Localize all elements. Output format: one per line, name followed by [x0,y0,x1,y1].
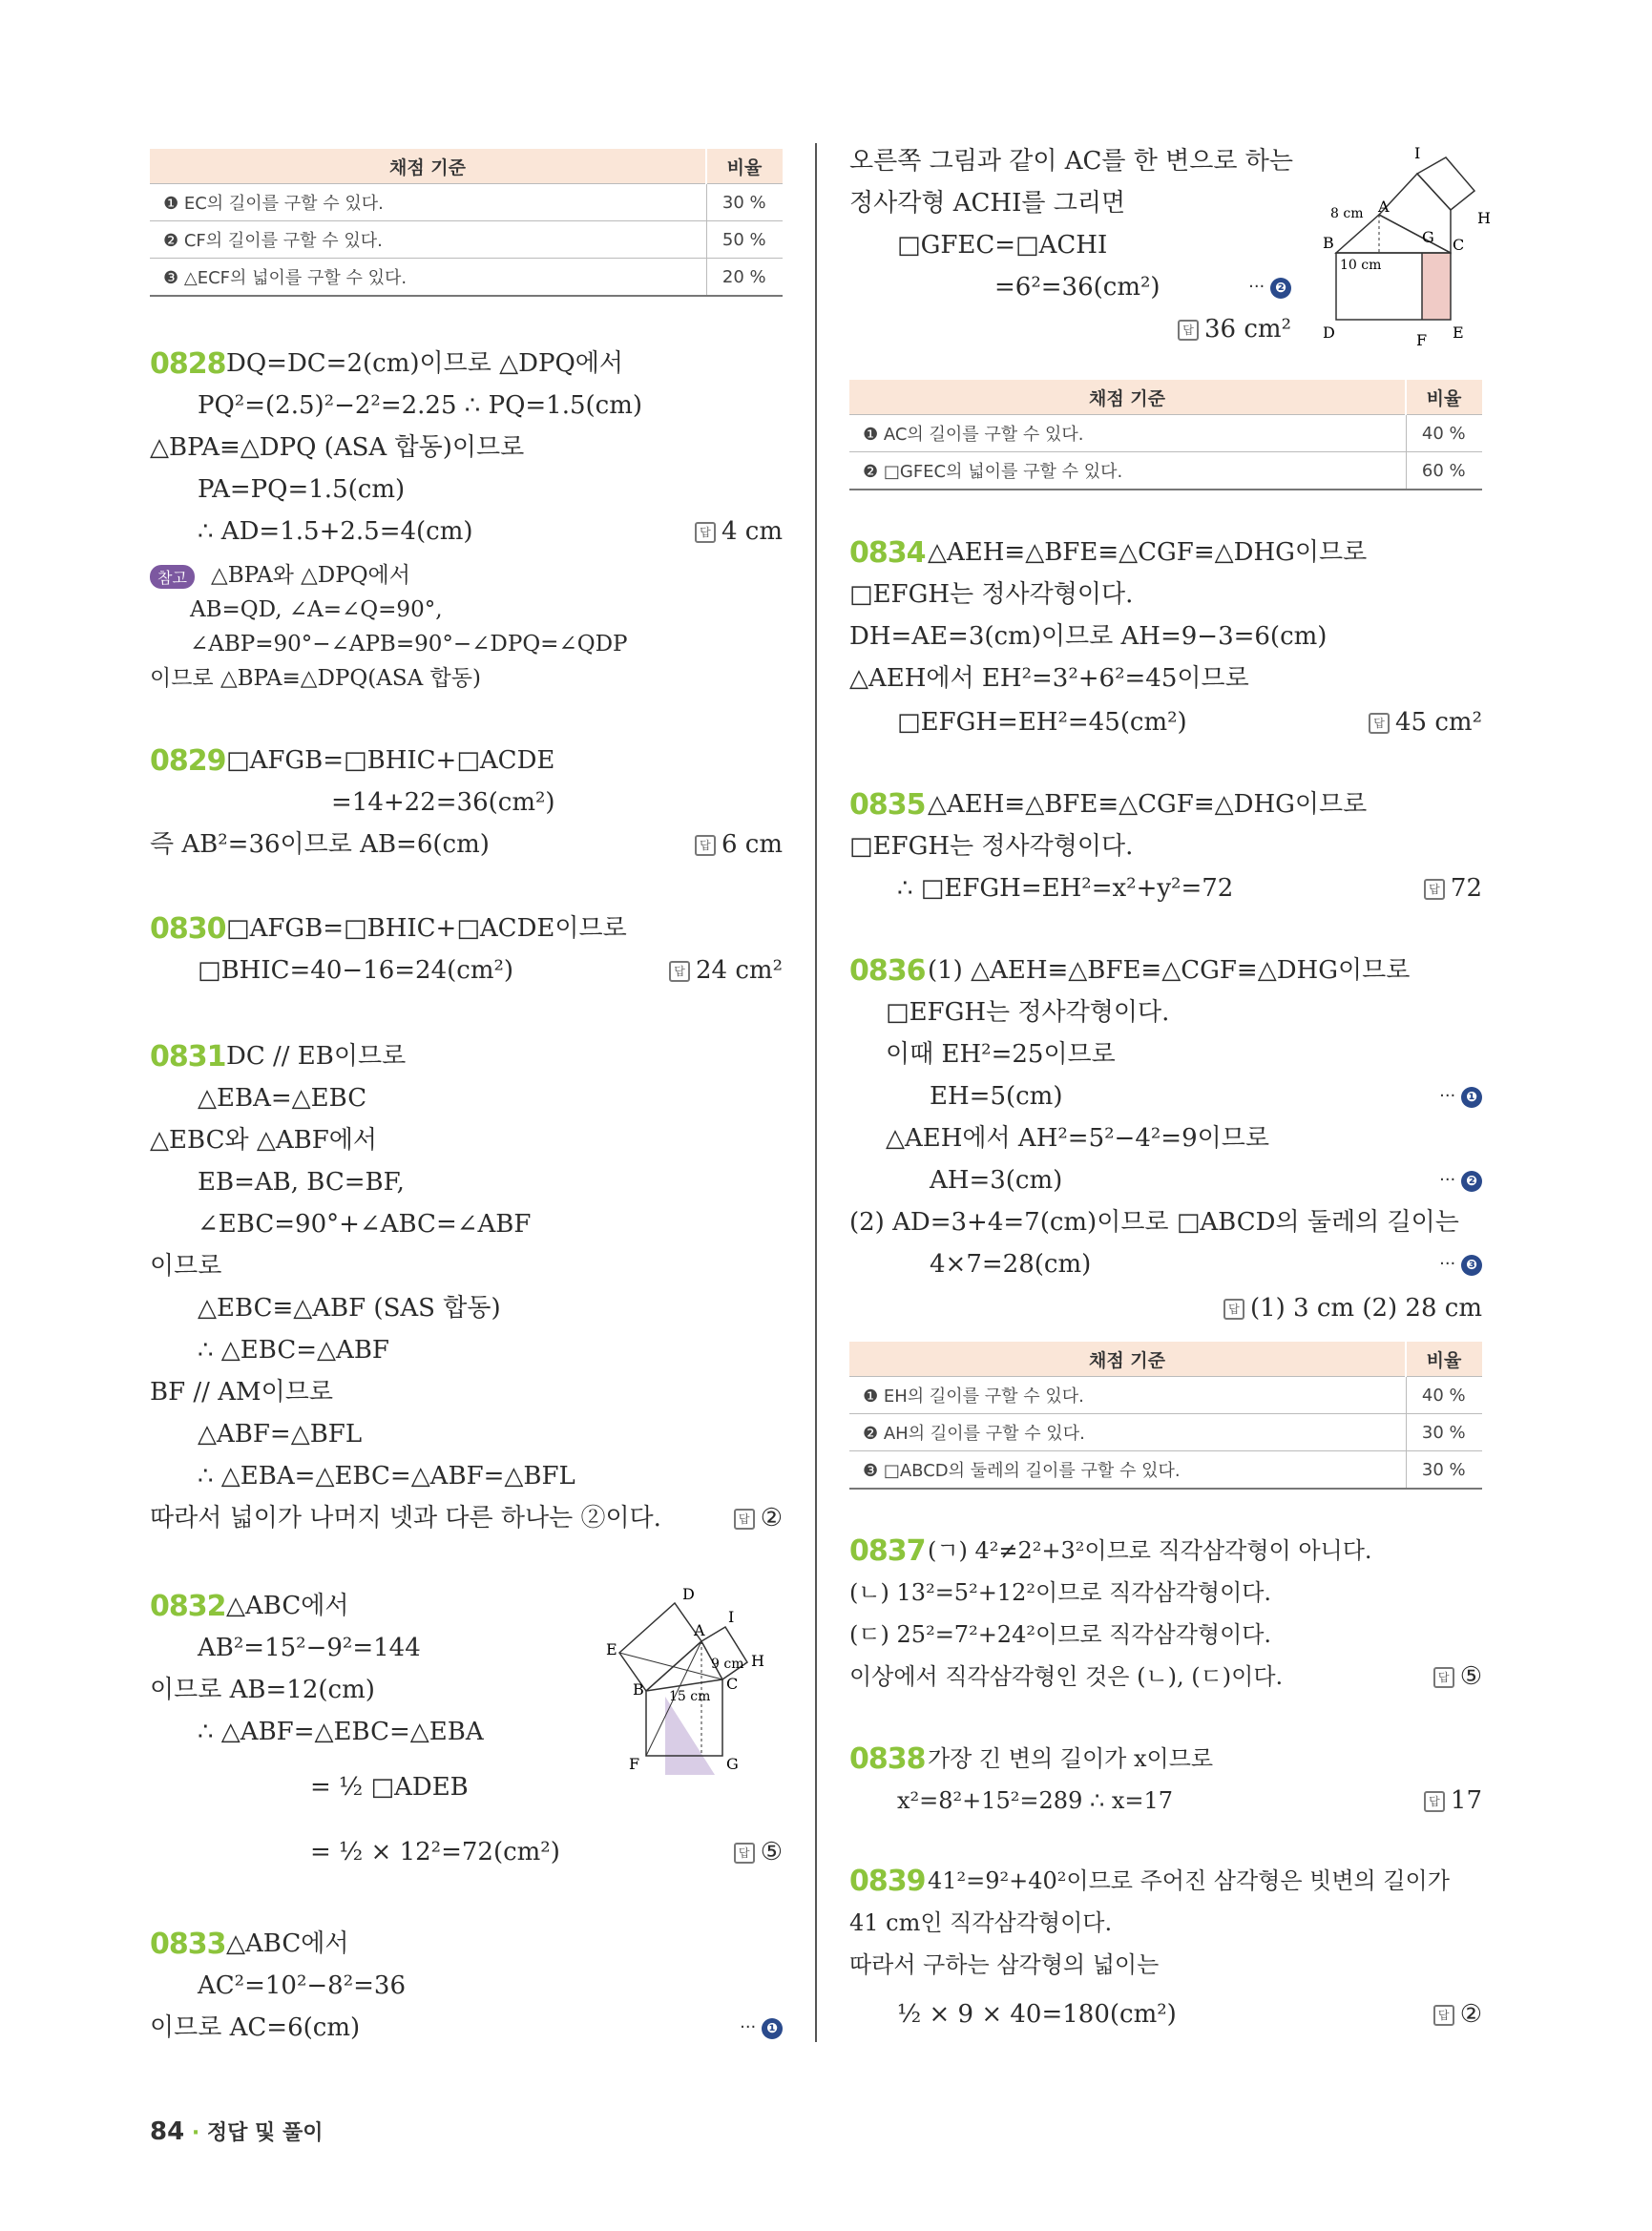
solution-line: □AFGB=□BHIC+□ACDE이므로 [226,914,627,943]
figure-0832 [570,1584,789,1794]
solution-line: DC // EB이므로 [226,1042,407,1071]
solution-line: = ½ × 12²=72(cm²) [310,1838,560,1866]
solution-line: 따라서 구하는 삼각형의 넓이는 [849,1951,1160,1978]
solution-line: △AEH에서 EH²=3²+6²=45이므로 [849,664,1249,693]
rubric-table-1 [150,149,783,297]
problem-number: 0839 [849,1865,926,1898]
solution-line: ∴ △ABF=△EBC=△EBA [198,1718,484,1746]
rubric-row: ❸ □ABCD의 둘레의 길이를 구할 수 있다. 30 % [849,1451,1482,1490]
rubric-header-criteria: 채점 기준 [150,149,706,184]
solution-line: ½ × 9 × 40=180(cm²) [897,2000,1177,2029]
solution-line: x²=8²+15²=289 ∴ x=17 [897,1787,1174,1814]
answer-icon: 답 [695,835,716,856]
solution-line: 즉 AB²=36이므로 AB=6(cm) [150,830,490,859]
problem-number: 0836 [849,954,926,988]
answer: 답 6 cm [695,830,783,859]
fig-label: G [1422,228,1434,246]
problem-number: 0837 [849,1534,926,1568]
solution-line: PA=PQ=1.5(cm) [198,475,406,504]
rubric-row: ❶ EC의 길이를 구할 수 있다. 30 % [150,184,783,221]
solution-line: EB=AB, BC=BF, [198,1168,405,1197]
solution-line: DQ=DC=2(cm)이므로 △DPQ에서 [226,349,624,378]
solution-line: AB²=15²−9²=144 [198,1634,421,1662]
solution-line: 가장 긴 변의 길이가 x이므로 [928,1745,1214,1772]
rubric-row: ❷ AH의 길이를 구할 수 있다. 30 % [849,1414,1482,1451]
step-marker: ··· ❶ [1439,1086,1482,1108]
solution-line: AH=3(cm) [930,1166,1063,1195]
solution-line: ∴ △EBA=△EBC=△ABF=△BFL [198,1462,575,1491]
solution-line: (ㄷ) 25²=7²+24²이므로 직각삼각형이다. [849,1621,1272,1648]
solution-line: △ABC에서 [226,1592,349,1620]
problem-number: 0838 [849,1742,926,1776]
note-line: 이므로 △BPA≡△DPQ(ASA 합동) [150,666,481,691]
answer: 답 4 cm [695,517,783,546]
rubric-table-3 [849,1342,1482,1490]
solution-line: △ABF=△BFL [198,1420,363,1449]
problem-number: 0835 [849,788,926,822]
figure-right-top [1307,143,1489,353]
solution-line: (ㄱ) 4²≠2²+3²이므로 직각삼각형이 아니다. [928,1537,1372,1564]
step-marker: ··· ❷ [1439,1170,1482,1192]
solution-line: (1) △AEH≡△BFE≡△CGF≡△DHG이므로 [928,956,1411,985]
solution-line: =6²=36(cm²) [994,273,1161,302]
fig-label: H [751,1652,764,1670]
solution-line: △AEH에서 AH²=5²−4²=9이므로 [886,1124,1269,1153]
page-footer [150,2116,323,2146]
solution-line: 4×7=28(cm) [930,1250,1092,1279]
solution-line: PQ²=(2.5)²−2²=2.25 ∴ PQ=1.5(cm) [198,391,643,420]
solution-line: ∴ AD=1.5+2.5=4(cm) [198,517,473,546]
fig-label: E [606,1640,617,1658]
fig-label: D [682,1585,695,1603]
solution-line: ∠EBC=90°+∠ABC=∠ABF [198,1210,532,1239]
fig-label: A [1378,198,1390,216]
solution-line: (2) AD=3+4=7(cm)이므로 □ABCD의 둘레의 길이는 [849,1208,1459,1237]
page-number: 84 [150,2117,185,2146]
solution-line: ∴ △EBC=△ABF [198,1336,389,1365]
answer: 답 45 cm² [1369,708,1482,737]
solution-line: BF // AM이므로 [150,1378,333,1407]
fig-label: 9 cm [711,1657,744,1672]
solution-line: △ABC에서 [226,1929,349,1958]
answer-icon: 답 [1424,1791,1445,1812]
solution-line: △AEH≡△BFE≡△CGF≡△DHG이므로 [928,790,1368,819]
fig-label: C [1453,236,1465,254]
step-marker: ··· ❸ [1439,1254,1482,1276]
solution-line: 이상에서 직각삼각형인 것은 (ㄴ), (ㄷ)이다. [849,1663,1284,1690]
answer-icon: 답 [734,1509,755,1530]
answer: 답 ⑤ [1433,1662,1482,1691]
rubric-row: ❸ △ECF의 넓이를 구할 수 있다. 20 % [150,259,783,297]
fig-label: F [629,1755,640,1773]
solution-line: △EBC≡△ABF (SAS 합동) [198,1294,501,1323]
rubric-row: ❶ AC의 길이를 구할 수 있다. 40 % [849,415,1482,452]
note-line: △BPA와 △DPQ에서 [211,563,410,588]
fig-label: I [728,1608,735,1626]
fig-label: 10 cm [1340,258,1382,273]
solution-line: □EFGH는 정사각형이다. [886,998,1170,1027]
rubric-header-ratio: 비율 [1406,380,1482,415]
answer-icon: 답 [1433,1667,1454,1688]
column-divider [815,143,817,2042]
answer: 답 ② [734,1504,783,1533]
answer-icon: 답 [1369,713,1390,734]
answer-icon: 답 [1433,2005,1454,2026]
fig-label: E [1453,323,1464,342]
problem-number: 0830 [150,912,226,946]
answer: 답 36 cm² [1178,315,1291,344]
problem-number: 0831 [150,1040,226,1074]
note-line: ∠ABP=90°−∠APB=90°−∠DPQ=∠QDP [190,632,628,657]
left-column [150,143,783,2052]
rubric-row: ❶ EH의 길이를 구할 수 있다. 40 % [849,1377,1482,1414]
solution-line: □BHIC=40−16=24(cm²) [198,956,514,985]
fig-label: G [726,1755,739,1773]
answer: 답 24 cm² [669,956,783,985]
answer-icon: 답 [669,961,690,982]
problem-number: 0828 [150,347,226,381]
solution-line: EH=5(cm) [930,1082,1063,1111]
fig-label: D [1323,323,1335,342]
problem-number: 0834 [849,536,926,570]
fig-label: 15 cm [669,1689,711,1704]
answer: 답 17 [1424,1786,1482,1815]
step-marker: ··· ❶ [740,2017,783,2039]
answer-icon: 답 [695,522,716,543]
answer-icon: 답 [1424,879,1445,900]
fig-label: I [1414,144,1421,162]
note-tag: 참고 [150,565,195,589]
rubric-header-criteria: 채점 기준 [849,380,1406,415]
fig-label: F [1416,331,1428,349]
solution-line: △EBC와 △ABF에서 [150,1126,377,1155]
solution-line: 정사각형 ACHI를 그리면 [849,189,1126,218]
fig-label: A [694,1621,705,1639]
rubric-row: ❷ CF의 길이를 구할 수 있다. 50 % [150,221,783,259]
solution-line: 오른쪽 그림과 같이 AC를 한 변으로 하는 [849,147,1293,176]
note-line: AB=QD, ∠A=∠Q=90°, [190,597,443,622]
step-marker: ··· ❷ [1248,277,1291,299]
solution-line: 41 cm인 직각삼각형이다. [849,1909,1113,1936]
solution-line: =14+22=36(cm²) [331,788,555,817]
answer: 답 72 [1424,874,1482,903]
right-column [849,143,1491,2052]
answer-icon: 답 [734,1843,755,1864]
problem-number: 0832 [150,1590,226,1623]
rubric-header-criteria: 채점 기준 [849,1342,1406,1377]
solution-line: 이므로 [150,1252,222,1281]
solution-line: △EBA=△EBC [198,1084,367,1113]
fig-label: B [633,1680,644,1699]
solution-line: 41²=9²+40²이므로 주어진 삼각형은 빗변의 길이가 [928,1867,1450,1894]
solution-line: AC²=10²−8²=36 [198,1971,407,2000]
solution-line: □EFGH=EH²=45(cm²) [897,708,1187,737]
answer: 답 ② [1433,2000,1482,2029]
solution-line: 따라서 넓이가 나머지 넷과 다른 하나는 ②이다. [150,1504,661,1533]
fig-label: 8 cm [1330,206,1364,221]
solution-line: = ½ □ADEB [310,1773,469,1802]
solution-line: □EFGH는 정사각형이다. [849,580,1134,609]
rubric-header-ratio: 비율 [1406,1342,1482,1377]
answer-icon: 답 [1178,320,1199,341]
solution-line: (ㄴ) 13²=5²+12²이므로 직각삼각형이다. [849,1579,1272,1606]
solution-line: △AEH≡△BFE≡△CGF≡△DHG이므로 [928,538,1368,567]
answer: 답 ⑤ [734,1838,783,1866]
problem-number: 0829 [150,744,226,778]
rubric-header-ratio: 비율 [706,149,783,184]
rubric-table-2 [849,380,1482,490]
fig-label: B [1323,234,1334,252]
solution-line: ∴ □EFGH=EH²=x²+y²=72 [897,874,1234,903]
fig-label: H [1477,209,1491,227]
footer-label: 정답 및 풀이 [206,2121,324,2145]
solution-line: 이때 EH²=25이므로 [886,1040,1116,1069]
solution-line: 이므로 AC=6(cm) [150,2013,361,2042]
solution-line: DH=AE=3(cm)이므로 AH=9−3=6(cm) [849,622,1328,651]
solution-line: □AFGB=□BHIC+□ACDE [226,746,555,775]
problem-number: 0833 [150,1928,226,1961]
footer-dot: · [191,2121,200,2145]
fig-label: C [726,1675,739,1693]
solution-line: △BPA≡△DPQ (ASA 합동)이므로 [150,433,525,462]
solution-line: 이므로 AB=12(cm) [150,1676,375,1704]
solution-line: □GFEC=□ACHI [897,231,1108,260]
answer-icon: 답 [1223,1299,1244,1320]
rubric-row: ❷ □GFEC의 넓이를 구할 수 있다. 60 % [849,452,1482,490]
solution-line: □EFGH는 정사각형이다. [849,832,1134,861]
answer: 답 (1) 3 cm (2) 28 cm [1223,1294,1482,1323]
